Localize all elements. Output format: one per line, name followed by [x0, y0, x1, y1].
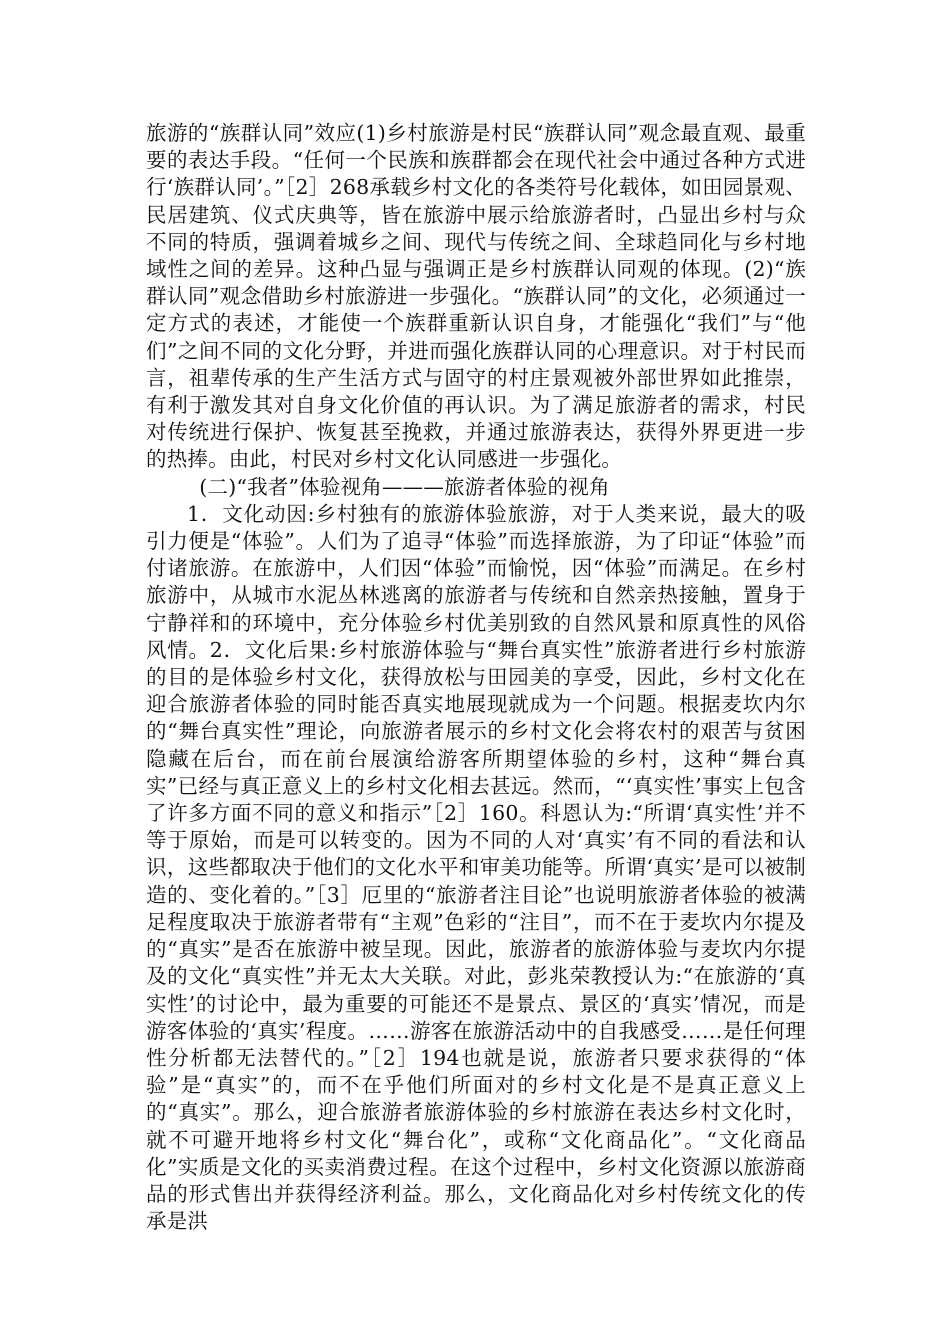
document-page — [146, 120, 806, 1235]
body-paragraph-tourist-experience: 1．文化动因:乡村独有的旅游体验旅游，对于人类来说，最大的吸引力便是“体验”。人们为了追寻“体验”而选择旅游，为了印证“体验”而付诸旅游。在旅游中，人们因“体验”而愉悦，因“体验”而满足。在乡村旅游中，从城市水泥丛林逃离的旅游者与传统和自然亲热接触，置身于宁静祥和的环境中，充分体验乡村优美别致的自然风景和原真性的风俗风情。2．文化后果:乡村旅游体验与“舞台真实性”旅游者进行乡村旅游的目的是体验乡村文化，获得放松与田园美的享受，因此，乡村文化在迎合旅游者体验的同时能否真实地展现就成为一个问题。根据麦坎内尔的“舞台真实性”理论，向旅游者展示的乡村文化会将农村的艰苦与贫困隐藏在后台，而在前台展演给游客所期望体验的乡村，这种“舞台真实”已经与真正意义上的乡村文化相去甚远。然而，“‘真实性’事实上包含了许多方面不同的意义和指示”［2］160。科恩认为:“所谓‘真实性’并不等于原始，而是可以转变的。因为不同的人对‘真实’有不同的看法和认识，这些都取决于他们的文化水平和审美功能等。所谓‘真实’是可以被制造的、变化着的。”［3］厄里的“旅游者注目论”也说明旅游者体验的被满足程度取决于旅游者带有“主观”色彩的“注目”，而不在于麦坎内尔提及的“真实”是否在旅游中被呈现。因此，旅游者的旅游体验与麦坎内尔提及的文化“真实性”并无太大关联。对此，彭兆荣教授认为:“在旅游的‘真实性’的讨论中，最为重要的可能还不是景点、景区的‘真实’情况，而是游客体验的‘真实’程度。……游客在旅游活动中的自我感受……是任何理性分析都无法替代的。”［2］194也就是说，旅游者只要求获得的“体验”是“真实”的，而不在乎他们所面对的乡村文化是不是真正意义上的“真实”。那么，迎合旅游者旅游体验的乡村旅游在表达乡村文化时，就不可避开地将乡村文化“舞台化”，或称“文化商品化”。“文化商品化”实质是文化的买卖消费过程。在这个过程中，乡村文化资源以旅游商品的形式售出并获得经济利益。那么，文化商品化对乡村传统文化的传承是洪 — [146, 501, 806, 1234]
section-heading-tourist-experience: (二)“我者”体验视角———旅游者体验的视角 — [199, 474, 610, 499]
body-paragraph-ethnic-identity: 旅游的“族群认同”效应(1)乡村旅游是村民“族群认同”观念最直观、最重要的表达手段。“任何一个民族和族群都会在现代社会中通过各种方式进行‘族群认同’。”［2］268承载乡村文化的各类符号化载体，如田园景观、民居建筑、仪式庆典等，皆在旅游中展示给旅游者时，凸显出乡村与众不同的特质，强调着城乡之间、现代与传统之间、全球趋同化与乡村地域性之间的差异。这种凸显与强调正是乡村族群认同观的体现。(2)“族群认同”观念借助乡村旅游进一步强化。“族群认同”的文化，必须通过一定方式的表述，才能使一个族群重新认识自身，才能强化“我们”与“他们”之间不同的文化分野，并进而强化族群认同的心理意识。对于村民而言，祖辈传承的生产生活方式与固守的村庄景观被外部世界如此推崇，有利于激发其对自身文化价值的再认识。为了满足旅游者的需求，村民对传统进行保护、恢复甚至挽救，并通过旅游表达，获得外界更进一步的热捧。由此，村民对乡村文化认同感进一步强化。 — [146, 121, 806, 472]
